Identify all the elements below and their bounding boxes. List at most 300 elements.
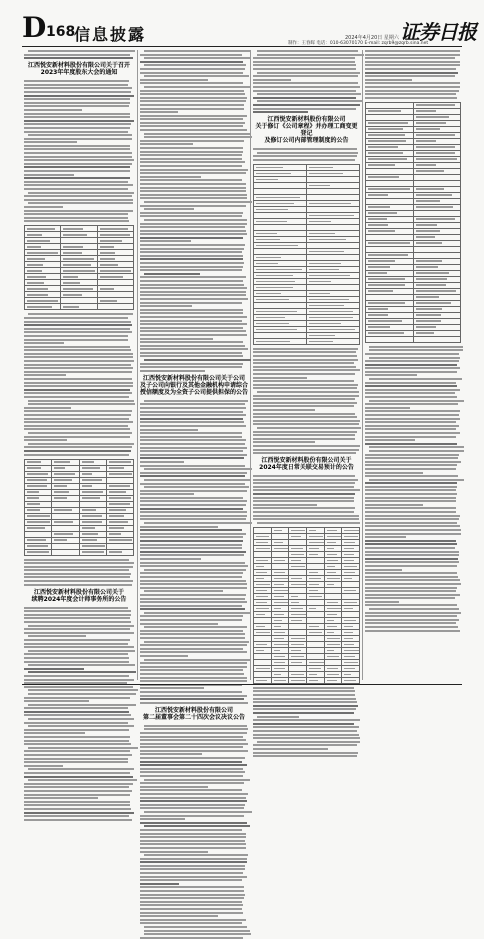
text-line [257, 427, 361, 429]
cell-text-line [309, 299, 349, 301]
text-line [253, 405, 354, 407]
text-line [253, 744, 357, 746]
text-line [140, 363, 243, 365]
text-line [24, 87, 132, 89]
text-line [24, 152, 132, 154]
text-line [365, 367, 460, 369]
text-line [253, 752, 358, 754]
text-line [365, 72, 458, 74]
text-line [28, 432, 132, 434]
text-line [140, 233, 247, 235]
text-line [253, 64, 356, 66]
cell-text-line [256, 632, 270, 634]
text-line [24, 184, 133, 186]
text-line [24, 109, 82, 111]
text-line [365, 511, 456, 513]
text-line [253, 500, 354, 502]
text-line [24, 95, 134, 97]
text-line [365, 615, 457, 617]
cell-text-line [309, 548, 319, 550]
text-line [24, 653, 128, 655]
cell-text-line [416, 134, 455, 136]
cell-text-line [256, 293, 281, 295]
cell-text-line [327, 542, 336, 544]
cell-text-line [274, 644, 288, 646]
cell-text-line [27, 300, 58, 302]
text-line [144, 219, 246, 221]
text-line [140, 352, 242, 354]
cell-text-line [309, 269, 339, 271]
text-line [24, 102, 130, 104]
cell-text-line [109, 533, 121, 535]
cell-text-line [54, 461, 70, 463]
cell-text-line [274, 614, 285, 616]
text-line [140, 894, 245, 896]
cell-text-line [27, 545, 48, 547]
table-row [25, 304, 134, 310]
text-line [24, 790, 132, 792]
cell-text-line [309, 263, 341, 265]
text-line [140, 775, 243, 777]
cell-text-line [274, 650, 281, 652]
text-line [24, 711, 129, 713]
cell-text-line [63, 294, 82, 296]
cell-text-line [416, 170, 444, 172]
cell-text-line [309, 680, 318, 682]
text-line [253, 68, 356, 70]
text-line [24, 217, 128, 219]
text-line [24, 181, 128, 183]
cell-text-line [416, 194, 453, 196]
text-line [253, 698, 356, 700]
cell-text-line [327, 644, 341, 646]
cell-text-line [309, 215, 354, 217]
text-line [140, 753, 202, 755]
text-line [140, 100, 246, 102]
cell-text-line [109, 497, 131, 499]
cell-text-line [82, 491, 103, 493]
cell-text-line [416, 224, 437, 226]
text-line [24, 617, 130, 619]
cell-text-line [256, 644, 267, 646]
text-line [365, 461, 461, 463]
cell-text-line [309, 305, 344, 307]
cell-text-line [309, 590, 318, 592]
publication-date: 2024年4月20日 星期六 [345, 35, 399, 41]
cell-text-line [416, 266, 439, 268]
text-line [257, 152, 358, 154]
text-line [140, 258, 243, 260]
cell-text-line [368, 224, 388, 226]
text-line [140, 108, 244, 110]
cell-text-line [291, 584, 306, 586]
cell-text-line [309, 233, 335, 235]
cell-text-line [344, 554, 354, 556]
text-line [253, 708, 356, 710]
cell-text-line [416, 308, 443, 310]
cell-text-line [368, 320, 402, 322]
text-line [24, 321, 131, 323]
cell-text-line [82, 473, 93, 475]
text-line [365, 364, 457, 366]
text-line [140, 662, 247, 664]
text-line [140, 90, 244, 92]
text-line [365, 630, 460, 632]
text-line [24, 84, 128, 86]
text-line [365, 454, 459, 456]
cell-text-line [100, 288, 115, 290]
cell-text-line [256, 173, 291, 175]
text-line [24, 138, 132, 140]
cell-text-line [309, 275, 350, 277]
text-line [140, 334, 247, 336]
cell-text-line [274, 662, 285, 664]
cell-text-line [368, 230, 395, 232]
text-line [365, 57, 455, 59]
text-line [144, 57, 250, 59]
text-line [144, 400, 247, 402]
cell-text-line [368, 332, 404, 334]
cell-text-line [416, 104, 456, 106]
cell-text-line [274, 584, 285, 586]
text-line [24, 392, 132, 394]
text-line [257, 72, 359, 74]
text-line [140, 212, 243, 214]
text-line [140, 797, 246, 799]
text-line [253, 445, 360, 447]
cell-text-line [100, 258, 115, 260]
text-line [140, 687, 204, 689]
cell-text-line [63, 264, 90, 266]
text-line [365, 626, 458, 628]
text-line [140, 833, 246, 835]
text-line [140, 323, 247, 325]
cell-text-line [309, 530, 316, 532]
text-line [365, 432, 460, 434]
text-line [140, 554, 244, 556]
text-line [365, 594, 460, 596]
text-line [28, 693, 135, 695]
text-line [365, 418, 460, 420]
cell-text-line [256, 203, 294, 205]
table-row [25, 549, 134, 555]
text-line [140, 739, 246, 741]
related-transactions-table [253, 527, 360, 684]
cell-text-line [327, 656, 339, 658]
text-line [257, 93, 360, 95]
text-line [140, 165, 242, 167]
text-line [140, 677, 247, 679]
column-1 [24, 50, 134, 680]
cell-text-line [368, 134, 405, 136]
text-line [140, 287, 247, 289]
cell-text-line [309, 596, 322, 598]
text-line [365, 500, 456, 502]
cell-text-line [27, 473, 48, 475]
cell-text-line [309, 662, 324, 664]
text-line [28, 134, 132, 136]
cell-text-line [368, 146, 398, 148]
cell-text-line [256, 650, 264, 652]
cell-text-line [309, 323, 341, 325]
cell-text-line [309, 341, 333, 343]
cell-text-line [256, 584, 270, 586]
table-cell [413, 336, 461, 342]
text-line [365, 54, 460, 56]
cell-text-line [416, 122, 446, 124]
cell-text-line [416, 140, 437, 142]
text-line [140, 429, 198, 431]
text-line [365, 389, 460, 391]
text-line [140, 815, 244, 817]
text-line [140, 355, 243, 357]
text-line [140, 782, 244, 784]
text-line [140, 269, 242, 271]
text-line [253, 380, 354, 382]
cell-text-line [27, 294, 48, 296]
text-line [140, 68, 245, 70]
cell-text-line [274, 680, 286, 682]
text-line [365, 561, 459, 563]
text-line [24, 385, 133, 387]
cell-text-line [416, 218, 455, 220]
cell-text-line [291, 614, 306, 616]
text-line [24, 801, 130, 803]
text-line [140, 818, 185, 820]
text-line [365, 601, 399, 603]
text-line [369, 346, 463, 348]
text-line [140, 680, 247, 682]
text-line [365, 547, 455, 549]
cell-text-line [344, 602, 357, 604]
text-line [24, 98, 130, 100]
text-line [140, 118, 243, 120]
text-line [365, 482, 457, 484]
cell-text-line [27, 258, 45, 260]
cell-text-line [416, 296, 439, 298]
text-line [140, 655, 188, 657]
text-line [365, 79, 412, 81]
cell-text-line [416, 278, 447, 280]
column-divider [362, 50, 363, 680]
text-line [253, 518, 359, 520]
cell-text-line [309, 311, 353, 313]
text-line [365, 504, 423, 506]
text-line [144, 930, 250, 932]
cell-text-line [274, 626, 282, 628]
text-line [140, 421, 244, 423]
text-line [369, 608, 460, 610]
cell-text-line [256, 668, 270, 670]
text-line [140, 886, 244, 888]
headline-articles-amendment: 江西悦安新材料股份有限公司 关于修订《公司章程》并办理工商变更登记 及修订公司内部管理制度的公告 [255, 116, 358, 145]
cell-text-line [344, 572, 355, 574]
text-line [24, 607, 128, 609]
text-line [144, 825, 250, 827]
cell-text-line [100, 300, 118, 302]
text-line [253, 694, 355, 696]
cell-text-line [416, 284, 446, 286]
text-line [24, 562, 134, 564]
text-line [365, 543, 457, 545]
text-line [253, 723, 354, 725]
cell-text-line [109, 527, 124, 529]
text-line [140, 594, 246, 596]
cell-text-line [63, 306, 78, 308]
table-cell [289, 677, 307, 683]
text-line [253, 497, 354, 499]
text-line [144, 522, 252, 524]
text-line [24, 559, 129, 561]
text-line [24, 743, 131, 745]
text-line [365, 439, 415, 441]
cell-text-line [82, 545, 105, 547]
text-line [28, 50, 135, 52]
cell-text-line [368, 272, 387, 274]
text-line [24, 141, 77, 143]
text-line [365, 374, 417, 376]
column-divider [250, 50, 251, 680]
text-line [140, 309, 243, 311]
cell-text-line [344, 650, 359, 652]
text-line [24, 815, 129, 817]
cell-text-line [327, 674, 339, 676]
table-cell [25, 304, 61, 310]
text-line [24, 317, 128, 319]
cell-text-line [416, 332, 435, 334]
cell-text-line [368, 242, 410, 244]
text-line [140, 504, 246, 506]
text-line [140, 366, 242, 368]
text-line [365, 604, 457, 606]
cell-text-line [274, 548, 289, 550]
text-line [140, 497, 243, 499]
text-line [140, 316, 247, 318]
cell-text-line [109, 503, 130, 505]
cell-text-line [327, 614, 337, 616]
text-line [253, 511, 354, 513]
cell-text-line [100, 228, 129, 230]
text-line [253, 734, 359, 736]
text-line [140, 558, 201, 560]
table-cell [271, 677, 289, 683]
text-line [28, 747, 137, 749]
cell-text-line [27, 539, 46, 541]
text-line [365, 507, 456, 509]
masthead [0, 0, 484, 46]
text-line [28, 689, 137, 691]
cell-text-line [256, 245, 298, 247]
text-line [24, 573, 131, 575]
text-line [140, 338, 213, 340]
cell-text-line [368, 188, 410, 190]
cell-text-line [309, 239, 346, 241]
newspaper-logo: 证券日报 [400, 20, 476, 44]
text-line [140, 615, 243, 617]
text-line [24, 342, 64, 344]
cell-text-line [416, 260, 443, 262]
cell-text-line [274, 638, 284, 640]
text-line [24, 729, 129, 731]
text-line [365, 554, 459, 556]
text-line [140, 129, 247, 131]
cell-text-line [82, 521, 103, 523]
text-line [140, 897, 244, 899]
text-line [140, 572, 243, 574]
text-line [24, 116, 130, 118]
table-row [254, 677, 360, 683]
text-line [140, 443, 245, 445]
text-line [24, 324, 132, 326]
text-line [24, 812, 134, 814]
text-line [140, 872, 243, 874]
text-line [253, 730, 357, 732]
table-row [254, 338, 360, 344]
cell-text-line [416, 272, 450, 274]
cell-text-line [256, 614, 265, 616]
cell-text-line [100, 270, 131, 272]
cell-text-line [256, 341, 290, 343]
text-line [140, 414, 246, 416]
text-line [144, 133, 249, 135]
text-line [365, 403, 458, 405]
cell-text-line [327, 650, 335, 652]
text-line [140, 348, 248, 350]
cell-text-line [274, 578, 288, 580]
text-line [140, 771, 245, 773]
text-line [140, 158, 242, 160]
text-line [253, 431, 357, 433]
cell-text-line [291, 644, 304, 646]
cell-text-line [368, 110, 401, 112]
cell-text-line [256, 197, 300, 199]
section-number: 168 [46, 24, 76, 40]
cell-text-line [27, 461, 41, 463]
text-line [365, 436, 456, 438]
text-line [140, 432, 242, 434]
text-line [140, 746, 243, 748]
cell-text-line [368, 254, 408, 256]
cell-text-line [416, 152, 455, 154]
text-line [140, 669, 243, 671]
text-line [253, 398, 355, 400]
text-line [369, 450, 465, 452]
text-line [140, 248, 244, 250]
text-line [24, 675, 129, 677]
agenda-table [24, 225, 134, 310]
cell-text-line [291, 548, 302, 550]
cell-text-line [416, 164, 436, 166]
cell-text-line [100, 264, 118, 266]
text-line [140, 327, 243, 329]
cell-text-line [368, 218, 387, 220]
text-line [140, 598, 245, 600]
cell-text-line [327, 584, 334, 586]
text-line [140, 183, 246, 185]
text-line [24, 657, 129, 659]
cell-text-line [368, 140, 406, 142]
cell-text-line [256, 269, 302, 271]
text-line [253, 705, 358, 707]
cell-text-line [82, 539, 97, 541]
text-line [140, 115, 247, 117]
cell-text-line [344, 590, 356, 592]
text-line [24, 356, 133, 358]
headline-auditor-reappointment: 江西悦安新材料股份有限公司关于 续聘2024年度会计师事务所的公告 [31, 588, 127, 603]
cell-text-line [27, 306, 52, 308]
cell-text-line [256, 329, 297, 331]
text-line [24, 199, 133, 201]
